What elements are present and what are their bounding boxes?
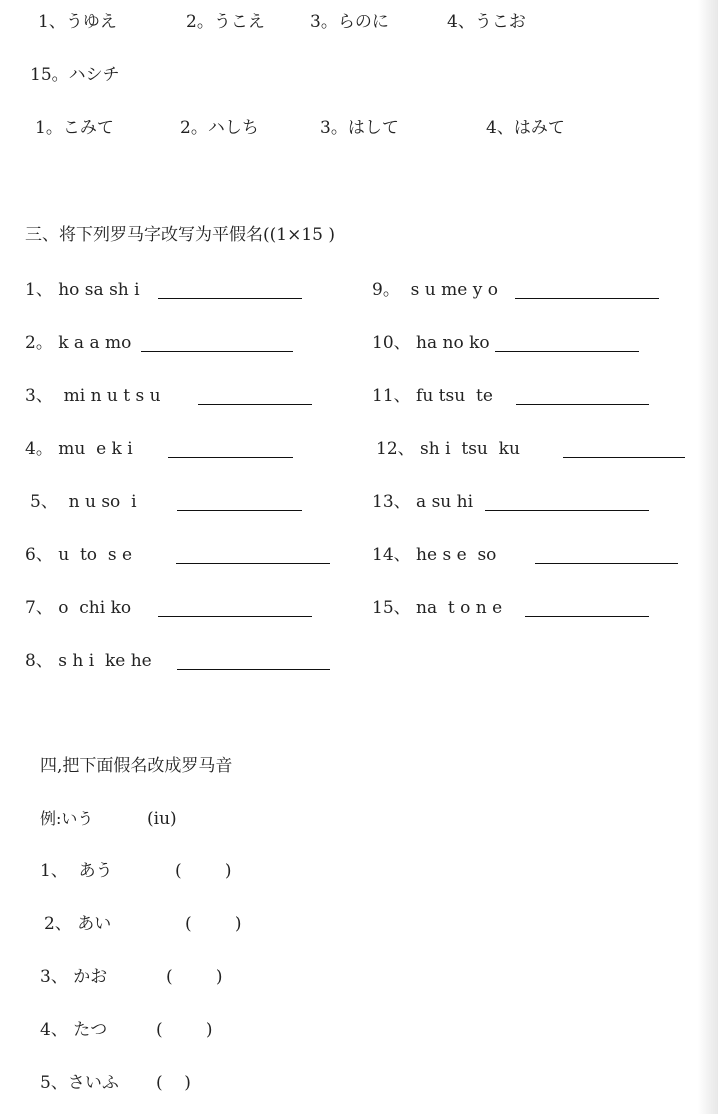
answer-parentheses[interactable]: ( )	[156, 1073, 191, 1093]
romaji-item: 15、 na t o n e	[372, 598, 503, 618]
option-1: 1。こみて	[35, 118, 114, 138]
romaji-item: 4。 mu e k i	[25, 439, 133, 459]
romaji-item: 1、 ho sa sh i	[25, 280, 140, 300]
romaji-item: 11、 fu tsu te	[372, 386, 493, 406]
kana-item: 5、さいふ	[40, 1073, 119, 1093]
example-label: 例:いう	[40, 809, 94, 828]
answer-blank[interactable]	[516, 404, 649, 405]
answer-blank[interactable]	[535, 563, 678, 564]
romaji-item: 14、 he s e so	[372, 545, 497, 565]
answer-parentheses[interactable]: ( )	[185, 914, 242, 934]
answer-blank[interactable]	[563, 457, 685, 458]
answer-blank[interactable]	[158, 298, 302, 299]
romaji-item: 3、 mi n u t s u	[25, 386, 161, 406]
answer-blank[interactable]	[168, 457, 293, 458]
romaji-item: 7、 o chi ko	[25, 598, 132, 618]
answer-blank[interactable]	[141, 351, 293, 352]
option-3: 3。らのに	[310, 12, 389, 32]
section-heading: 三、将下列罗马字改写为平假名((1×15 )	[25, 225, 335, 245]
kana-item: 4、 たつ	[40, 1020, 108, 1040]
romaji-item: 2。 k a a mo	[25, 333, 132, 353]
answer-blank[interactable]	[176, 563, 330, 564]
romaji-item: 10、 ha no ko	[372, 333, 490, 353]
answer-parentheses[interactable]: ( )	[156, 1020, 213, 1040]
answer-blank[interactable]	[485, 510, 649, 511]
romaji-item: 5、 n u so i	[30, 492, 137, 512]
answer-blank[interactable]	[177, 669, 330, 670]
romaji-item: 6、 u to s e	[25, 545, 133, 565]
example-answer: (iu)	[147, 809, 177, 829]
answer-blank[interactable]	[158, 616, 312, 617]
romaji-item: 8、 s h i ke he	[25, 651, 152, 671]
option-2: 2。ハしち	[180, 118, 259, 138]
romaji-item: 13、 a su hi	[372, 492, 474, 512]
kana-item: 1、 あう	[40, 861, 113, 881]
section-heading: 四,把下面假名改成罗马音	[40, 756, 233, 776]
answer-blank[interactable]	[495, 351, 639, 352]
option-4: 4、うこお	[447, 12, 526, 32]
answer-parentheses[interactable]: ( )	[166, 967, 223, 987]
option-2: 2。うこえ	[186, 12, 265, 32]
answer-blank[interactable]	[177, 510, 302, 511]
answer-parentheses[interactable]: ( )	[175, 861, 232, 881]
answer-blank[interactable]	[515, 298, 659, 299]
romaji-item: 9。 s u me y o	[372, 280, 498, 300]
answer-blank[interactable]	[198, 404, 312, 405]
kana-item: 2、 あい	[44, 914, 112, 934]
answer-blank[interactable]	[525, 616, 649, 617]
option-1: 1、うゆえ	[38, 12, 117, 32]
romaji-item: 12、 sh i tsu ku	[376, 439, 520, 459]
option-4: 4、はみて	[486, 118, 565, 138]
page-edge-shadow	[698, 0, 718, 1114]
question-15: 15。ハシチ	[30, 65, 120, 85]
option-3: 3。はして	[320, 118, 399, 138]
kana-item: 3、 かお	[40, 967, 108, 987]
